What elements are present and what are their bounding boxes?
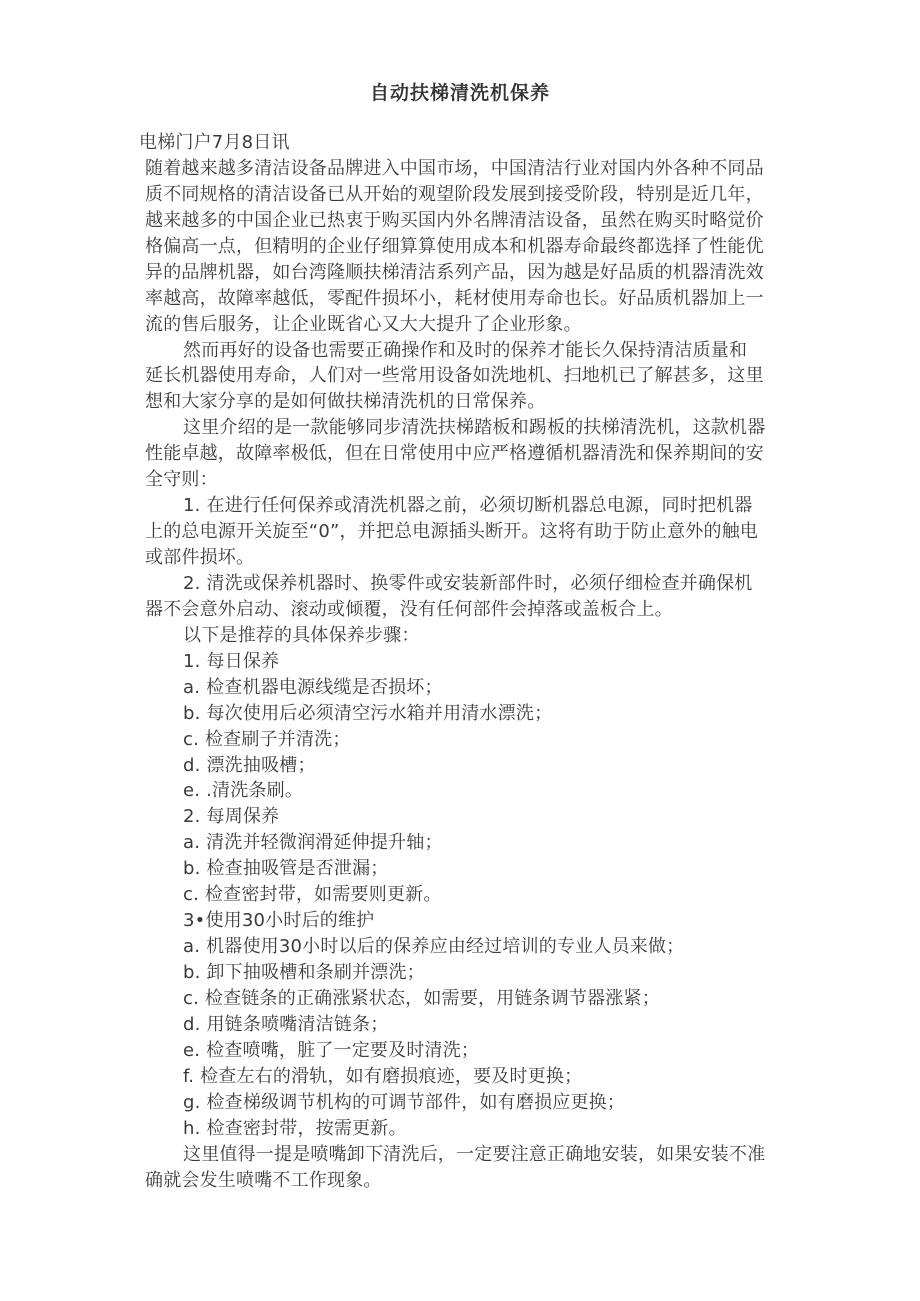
text-line: d. 用链条喷嘴清洁链条； [183, 1013, 389, 1035]
text-line: c. 检查链条的正确涨紧状态，如需要，用链条调节器涨紧； [183, 987, 660, 1009]
document-title: 自动扶梯清洗机保养 [369, 82, 550, 104]
text-line: 1. 在进行任何保养或清洗机器之前，必须切断机器总电源，同时把机器 [183, 495, 753, 517]
text-line: h. 检查密封带，按需更新。 [183, 1117, 407, 1139]
text-line: a. 机器使用30小时以后的保养应由经过培训的专业人员来做； [183, 936, 685, 958]
text-line: c. 检查刷子并清洗； [183, 728, 351, 750]
text-line: 器不会意外启动、滚动或倾覆，没有任何部件会掉落或盖板合上。 [145, 598, 673, 620]
text-line: f. 检查左右的滑轨，如有磨损痕迹，要及时更换； [183, 1065, 583, 1087]
document-body [139, 130, 825, 1193]
text-line: 格偏高一点，但精明的企业仔细算算使用成本和机器寿命最终都选择了性能优 [145, 235, 764, 257]
text-line: 以下是推荐的具体保养步骤： [183, 624, 420, 646]
text-line: 异的品牌机器，如台湾隆顺扶梯清洁系列产品，因为越是好品质的机器清洗效 [145, 261, 764, 283]
text-line: 然而再好的设备也需要正确操作和及时的保养才能长久保持清洁质量和 [183, 339, 748, 361]
text-line: 3•使用30小时后的维护 [183, 910, 375, 932]
text-line: 这里值得一提是喷嘴卸下清洗后，一定要注意正确地安装，如果安装不准 [183, 1143, 766, 1165]
text-line: 上的总电源开关旋至“0”，并把总电源插头断开。这将有助于防止意外的触电 [145, 521, 759, 543]
text-line: 性能卓越，故障率极低，但在日常使用中应严格遵循机器清洗和保养期间的安 [145, 443, 764, 465]
text-line: d. 漂洗抽吸槽； [183, 754, 316, 776]
text-line: 全守则： [145, 469, 218, 491]
text-line: 1. 每日保养 [183, 650, 280, 672]
text-line: 确就会发生喷嘴不工作现象。 [145, 1169, 382, 1191]
text-line: b. 检查抽吸管是否泄漏； [183, 858, 389, 880]
text-line: a. 检查机器电源线缆是否损坏； [183, 676, 443, 698]
text-line: g. 检查梯级调节机构的可调节部件，如有磨损应更换； [183, 1091, 626, 1113]
text-line: 延长机器使用寿命，人们对一些常用设备如洗地机、扫地机已了解甚多，这里 [145, 365, 764, 387]
text-line: 质不同规格的清洁设备已从开始的观望阶段发展到接受阶段，特别是近几年， [145, 183, 764, 205]
text-line: 2. 每周保养 [183, 806, 280, 828]
text-line: b. 卸下抽吸槽和条刷并漂洗； [183, 962, 425, 983]
text-line: e. .清洗条刷。 [183, 780, 304, 802]
dateline: 电梯门户7月8日讯 [139, 132, 290, 153]
text-line: 想和大家分享的是如何做扶梯清洗机的日常保养。 [145, 391, 546, 413]
text-line: 越来越多的中国企业已热衷于购买国内外名牌清洁设备，虽然在购买时略觉价 [145, 209, 764, 231]
text-line: 这里介绍的是一款能够同步清洗扶梯踏板和踢板的扶梯清洗机，这款机器 [183, 417, 766, 439]
text-line: 随着越来越多清洁设备品牌进入中国市场，中国清洁行业对国内外各种不同品 [145, 157, 764, 179]
text-line: 2. 清洗或保养机器时、换零件或安装新部件时，必须仔细检查并确保机 [183, 572, 753, 594]
text-line: a. 清洗并轻微润滑延伸提升轴； [183, 832, 443, 854]
article-text [145, 156, 825, 1194]
text-line: c. 检查密封带，如需要则更新。 [183, 884, 442, 906]
text-line: 率越高，故障率越低，零配件损坏小，耗材使用寿命也长。好品质机器加上一 [145, 287, 764, 309]
text-line: b. 每次使用后必须清空污水箱并用清水漂洗； [183, 702, 553, 724]
text-line: 或部件损坏。 [145, 547, 255, 568]
text-line: 流的售后服务，让企业既省心又大大提升了企业形象。 [145, 313, 582, 335]
text-line: e. 检查喷嘴，脏了一定要及时清洗； [183, 1039, 480, 1061]
